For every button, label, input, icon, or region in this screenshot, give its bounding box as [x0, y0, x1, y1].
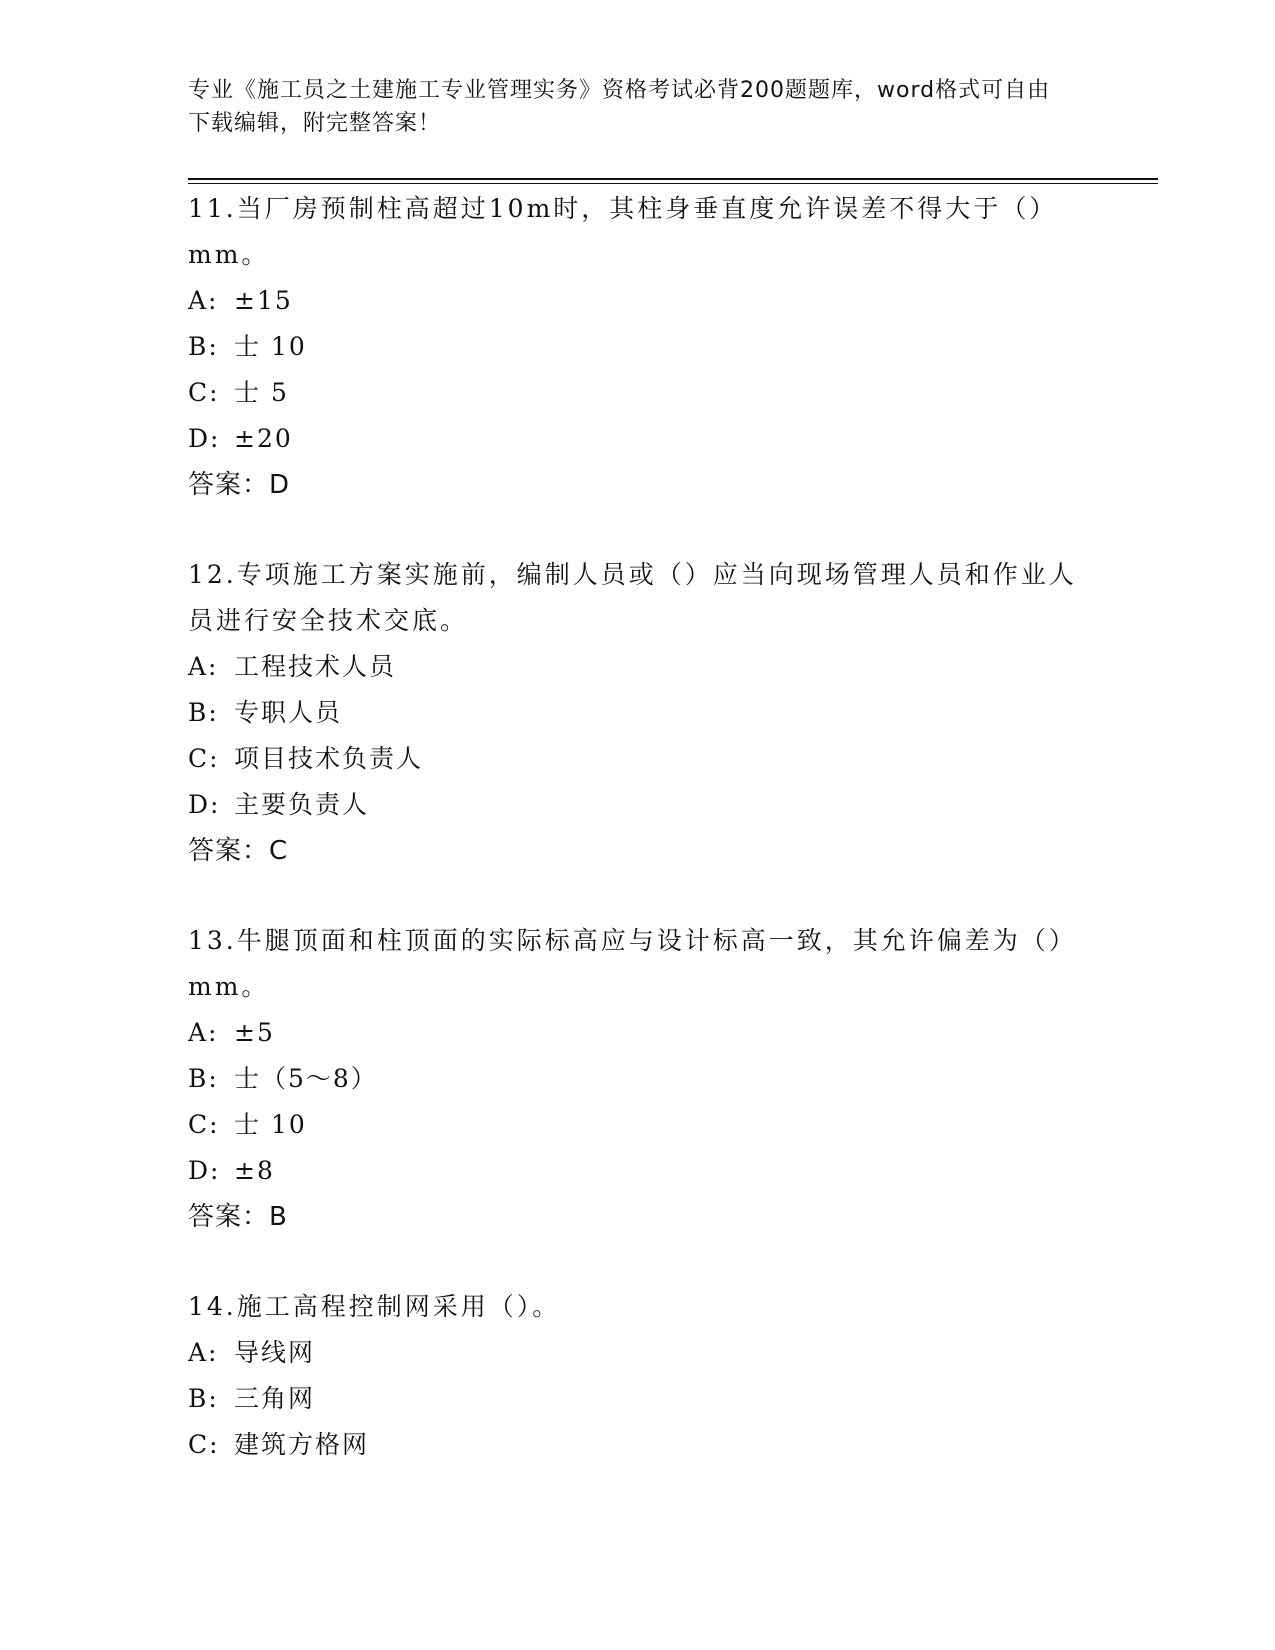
- option-label: D:: [188, 424, 221, 453]
- option-label: D:: [188, 1156, 221, 1185]
- option-text: 士（5～8）: [234, 1064, 378, 1093]
- document-header: 专业《施工员之土建施工专业管理实务》资格考试必背200题题库，word格式可自由下载编辑，附完整答案！: [188, 78, 1051, 136]
- option-c: [188, 1422, 1078, 1468]
- option-c: [188, 370, 1078, 416]
- option-label: B:: [188, 332, 219, 361]
- option-label: A:: [188, 1338, 219, 1367]
- option-text: ±15: [234, 286, 293, 315]
- question-13: [188, 918, 1078, 1240]
- option-text: 主要负责人: [234, 790, 370, 819]
- option-label: B:: [188, 1064, 219, 1093]
- option-label: C:: [188, 1430, 220, 1459]
- option-text: 士 10: [234, 1110, 307, 1139]
- option-b: [188, 1056, 1078, 1102]
- option-b: [188, 324, 1078, 370]
- option-label: D:: [188, 790, 221, 819]
- option-d: [188, 782, 1078, 828]
- option-label: B:: [188, 698, 219, 727]
- question-stem: 11.当厂房预制柱高超过10m时，其柱身垂直度允许误差不得大于（）mm。: [188, 194, 1058, 269]
- option-text: 工程技术人员: [234, 652, 397, 681]
- option-d: [188, 416, 1078, 462]
- header-divider-thick: [188, 178, 1158, 180]
- option-b: [188, 1376, 1078, 1422]
- option-c: [188, 1102, 1078, 1148]
- option-text: 导线网: [234, 1338, 316, 1367]
- option-label: A:: [188, 1018, 219, 1047]
- option-text: 专职人员: [234, 698, 343, 727]
- answer: 答案：B: [188, 1202, 288, 1232]
- option-label: C:: [188, 744, 220, 773]
- option-text: 项目技术负责人: [234, 744, 424, 773]
- option-label: C:: [188, 378, 220, 407]
- question-stem: 14.施工高程控制网采用（）。: [188, 1292, 561, 1321]
- option-text: 士 5: [234, 378, 289, 407]
- option-a: [188, 278, 1078, 324]
- answer: 答案：D: [188, 470, 291, 500]
- option-b: [188, 690, 1078, 736]
- option-text: ±5: [234, 1018, 275, 1047]
- question-12: [188, 552, 1078, 874]
- option-label: A:: [188, 286, 219, 315]
- option-text: ±20: [234, 424, 293, 453]
- option-a: [188, 1010, 1078, 1056]
- option-text: 建筑方格网: [234, 1430, 370, 1459]
- question-stem: 13.牛腿顶面和柱顶面的实际标高应与设计标高一致，其允许偏差为（）mm。: [188, 926, 1077, 1001]
- option-label: A:: [188, 652, 219, 681]
- option-a: [188, 644, 1078, 690]
- option-label: B:: [188, 1384, 219, 1413]
- header-divider-thin: [188, 183, 1158, 184]
- question-stem: 12.专项施工方案实施前，编制人员或（）应当向现场管理人员和作业人员进行安全技术交底。: [188, 560, 1077, 635]
- option-text: ±8: [234, 1156, 275, 1185]
- option-text: 士 10: [234, 332, 307, 361]
- option-d: [188, 1148, 1078, 1194]
- option-c: [188, 736, 1078, 782]
- answer: 答案：C: [188, 836, 289, 866]
- question-14: [188, 1284, 1078, 1468]
- option-label: C:: [188, 1110, 220, 1139]
- question-11: [188, 186, 1078, 508]
- option-a: [188, 1330, 1078, 1376]
- option-text: 三角网: [234, 1384, 316, 1413]
